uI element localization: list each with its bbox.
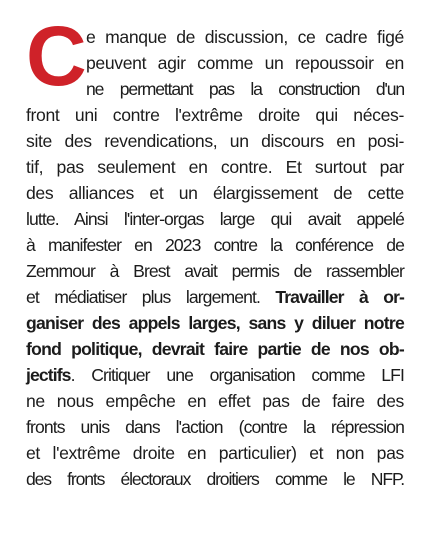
paragraph-line: Zemmour à Brest avait permis de rassembler bbox=[26, 261, 404, 281]
bold-text: jectifs bbox=[26, 365, 71, 385]
line-text: et médiatiser plus largement. bbox=[26, 287, 276, 307]
paragraph-line: ne nous empêche en effet pas de faire des bbox=[26, 391, 404, 411]
drop-cap: C bbox=[26, 9, 85, 103]
paragraph-line: des fronts électoraux droitiers comme le NFP. bbox=[26, 469, 404, 489]
bold-text: Travailler à or- bbox=[275, 287, 405, 307]
paragraph-line-bold: ganiser des appels larges, sans y diluer notre bbox=[26, 313, 404, 333]
paragraph-line: des alliances et un élargissement de cette bbox=[26, 183, 404, 203]
paragraph-line: lutte. Ainsi l'inter-orgas large qui avait appelé bbox=[26, 209, 404, 229]
paragraph-line: fronts unis dans l'action (contre la répression bbox=[26, 417, 404, 437]
paragraph-line: peuvent agir comme un repoussoir en bbox=[86, 53, 404, 73]
paragraph-line: site des revendications, un discours en posi- bbox=[26, 131, 404, 151]
paragraph-line: tif, pas seulement en contre. Et surtout par bbox=[26, 157, 404, 177]
paragraph-line bbox=[26, 284, 404, 310]
paragraph-line: à manifester en 2023 contre la conférence de bbox=[26, 235, 404, 255]
paragraph-line: e manque de discussion, ce cadre figé bbox=[86, 27, 404, 47]
paragraph-line: front uni contre l'extrême droite qui néces- bbox=[26, 105, 404, 125]
paragraph-line: et l'extrême droite en particulier) et non pas bbox=[26, 443, 404, 463]
paragraph-line-bold: fond politique, devrait faire partie de nos ob- bbox=[26, 339, 404, 359]
paragraph-line: ne permettant pas la construction d'un bbox=[86, 79, 404, 99]
paragraph-line bbox=[26, 362, 404, 388]
line-text: . Critiquer une organisation comme LFI bbox=[70, 365, 404, 385]
